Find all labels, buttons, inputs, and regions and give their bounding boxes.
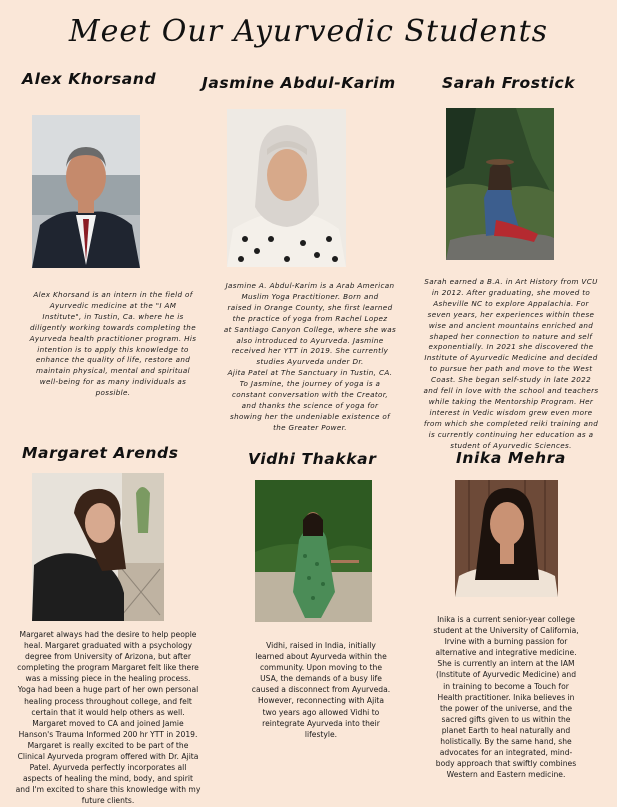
student-name-jasmine: Jasmine Abdul-Karim	[202, 74, 396, 92]
bio-inika: Inika is a current senior-year college student at the University of California, Irvine with a burning passion for alternative and integrative medicine. She is currently an intern at the IAM (Institute of Ayurvedic Medicine) and in training to become a Touch for Health practitioner. Inika believes in the power of the universe, and the sacred gifts given to us within the planet Earth to heal naturally and holistically. By the same hand, she advocates for an integrated, mind- body approach that swiftly combines Western and Eastern medicine.	[433, 615, 579, 780]
student-name-sarah: Sarah Frostick	[442, 74, 576, 92]
student-name-alex: Alex Khorsand	[22, 70, 157, 88]
photo-vidhi	[255, 480, 372, 622]
photo-alex	[32, 115, 140, 268]
bio-alex: Alex Khorsand is an intern in the field of Ayurvedic medicine at the "I AM Institute", in Tustin, Ca. where he is diligently working towards completing the Ayurveda health practitioner program. His intention is to apply this knowledge to enhance the quality of life, restore and maintain physical, mental and spiritual well-being for as many individuals as possible.	[29, 290, 197, 398]
student-name-vidhi: Vidhi Thakkar	[248, 450, 377, 468]
bio-sarah: Sarah earned a B.A. in Art History from VCU in 2012. After graduating, she moved to Asheville NC to explore Appalachia. For seven years, her experiences within these wise and ancient mountains enriched and shaped her connection to nature and self exponentially. In 2021 she discovered the Institute of Ayurvedic Medicine and decided to pursue her path and move to the West Coast. She began self-study in late 2022 and fell in love with the school and teachers while taking the Mentorship Program. Her interest in Vedic wisdom grew even more from which she completed reiki training and is currently continuing her education as a student of Ayurvedic Sciences.	[423, 277, 599, 450]
student-name-inika: Inika Mehra	[456, 449, 566, 467]
bio-jasmine: Jasmine A. Abdul-Karim is a Arab American Muslim Yoga Practitioner. Born and raised in Orange County, she first learned the practice of yoga from Rachel Lopez at Santiago Canyon College, where she was also introduced to Ayurveda. Jasmine received her YTT in 2019. She currently studies Ayurveda under Dr. Ajita Patel at The Sanctuary in Tustin, CA. To Jasmine, the journey of yoga is a constant conversation with the Creator, and thanks the science of yoga for showing her the undeniable existence of the Greater Power.	[223, 281, 397, 432]
bio-vidhi: Vidhi, raised in India, initially learned about Ayurveda within the community. Upon moving to the USA, the demands of a busy life caused a disconnect from Ayurveda. However, reconnecting with Ajita two years ago allowed Vidhi to reintegrate Ayurveda into their lifestyle.	[251, 641, 391, 739]
page-title: Meet Our Ayurvedic Students	[68, 14, 549, 49]
bio-margaret: Margaret always had the desire to help people heal. Margaret graduated with a psychology degree from University of Arizona, but after completing the program Margaret felt like there was a missing piece in the healing process. Yoga had been a huge part of her own personal healing process throughout college, and felt certain that it would help others as well. Margaret moved to CA and joined Jamie Hanson's Trauma Informed 200 hr YTT in 2019. Margaret is really excited to be part of the Clinical Ayurveda program offered with Dr. Ajita Patel. Ayurveda perfectly incorporates all aspects of healing the mind, body, and spirit and I'm excited to share this knowledge with my future clients.	[15, 630, 201, 806]
photo-inika	[455, 480, 558, 597]
photo-sarah	[446, 108, 554, 260]
photo-margaret	[32, 473, 164, 621]
student-name-margaret: Margaret Arends	[22, 444, 179, 462]
photo-jasmine	[227, 109, 346, 267]
